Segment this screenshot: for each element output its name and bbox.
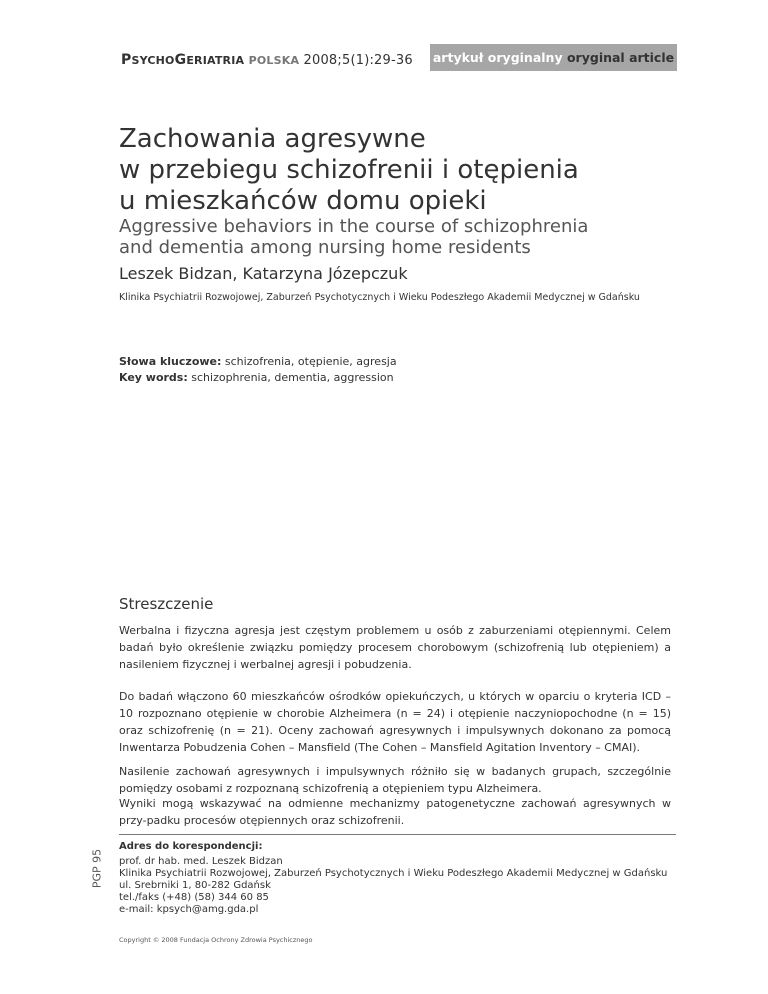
keywords-pl-value: schizofrenia, otępienie, agresja [224,355,397,368]
keywords-pl-label: Słowa kluczowe: [119,355,222,368]
article-title-pl [119,124,579,217]
title-pl-line-1: Zachowania agresywne [119,124,426,154]
correspondence-name: prof. dr hab. med. Leszek Bidzan [119,856,283,867]
authors: Leszek Bidzan, Katarzyna Józepczuk [119,264,408,283]
article-type-en: oryginal article [566,50,675,65]
article-type-pl: artykuł oryginalny [432,50,563,65]
journal-citation: 2008;5(1):29-36 [303,53,413,68]
journal-header [121,52,413,68]
article-title-en [119,216,588,258]
abstract-paragraph-4: Wyniki mogą wskazywać na odmienne mechanizmy patogenetyczne zachowań agresywnych w przy-padku procesów otępiennych oraz schizofrenii. [119,797,671,827]
correspondence-address: ul. Srebrniki 1, 80-282 Gdańsk [119,880,271,891]
journal-name-eriatria: ERIATRIA [186,54,245,67]
keywords-en-label: Key words: [119,371,188,384]
journal-name-sycho: SYCHO [131,54,175,67]
keywords-en [119,371,394,384]
correspondence-heading: Adres do korespondencji: [119,841,263,852]
keywords-en-value: schizophrenia, dementia, aggression [191,371,394,384]
abstract-paragraph-3: Nasilenie zachowań agresywnych i impulsywnych różniło się w badanych grupach, szczególnie pomiędzy osobami z rozpoznaną schizofrenią a otępieniem typu Alzheimera. [119,765,671,795]
title-pl-line-3: u mieszkańców domu opieki [119,186,487,216]
journal-name-p: P [121,52,132,68]
journal-name-g: G [174,52,187,68]
title-en-line-1: Aggressive behaviors in the course of schizophrenia [119,216,589,237]
correspondence-phone: tel./faks (+48) (58) 344 60 85 [119,892,269,903]
affiliation: Klinika Psychiatrii Rozwojowej, Zaburzeń Psychotycznych i Wieku Podeszłego Akademii Medycznej w Gdańsku [119,292,640,303]
keywords-pl [119,355,397,368]
title-en-line-2: and dementia among nursing home residents [119,237,531,258]
abstract-paragraph-2: Do badań włączono 60 mieszkańców ośrodków opiekuńczych, u których w oparciu o kryteria ICD – 10 rozpoznano otępienie w chorobie Alzheimera (n = 24) i otępienie naczyniopochodne (n = 15) oraz schizofrenię (n = 21). Oceny zachowań agresywnych i impulsywnych dokonano za pomocą Inwentarza Pobudzenia Cohen – Mansfield (The Cohen – Mansfield Agitation Inventory – CMAI). [119,690,671,754]
correspondence-email: e-mail: kpsych@amg.gda.pl [119,904,259,915]
abstract-heading: Streszczenie [119,595,214,613]
correspondence-affiliation: Klinika Psychiatrii Rozwojowej, Zaburzeń Psychotycznych i Wieku Podeszłego Akademii Medycznej w Gdańsku [119,868,668,879]
article-type-badge [430,44,677,71]
abstract-paragraph-1: Werbalna i fizyczna agresja jest częstym problemem u osób z zaburzeniami otępiennymi. Celem badań było określenie związku pomiędzy procesem chorobowym (schizofrenią lub otępieniem) a nasileniem fizycznej i werbalnej agresji i pobudzenia. [119,624,671,671]
copyright-notice: Copyright © 2008 Fundacja Ochrony Zdrowia Psychicznego [119,936,313,944]
title-pl-line-2: w przebiegu schizofrenii i otępienia [119,155,579,185]
page-side-label: PGP 95 [90,848,104,889]
journal-name-polska: POLSKA [248,54,300,67]
correspondence-divider [119,834,676,835]
